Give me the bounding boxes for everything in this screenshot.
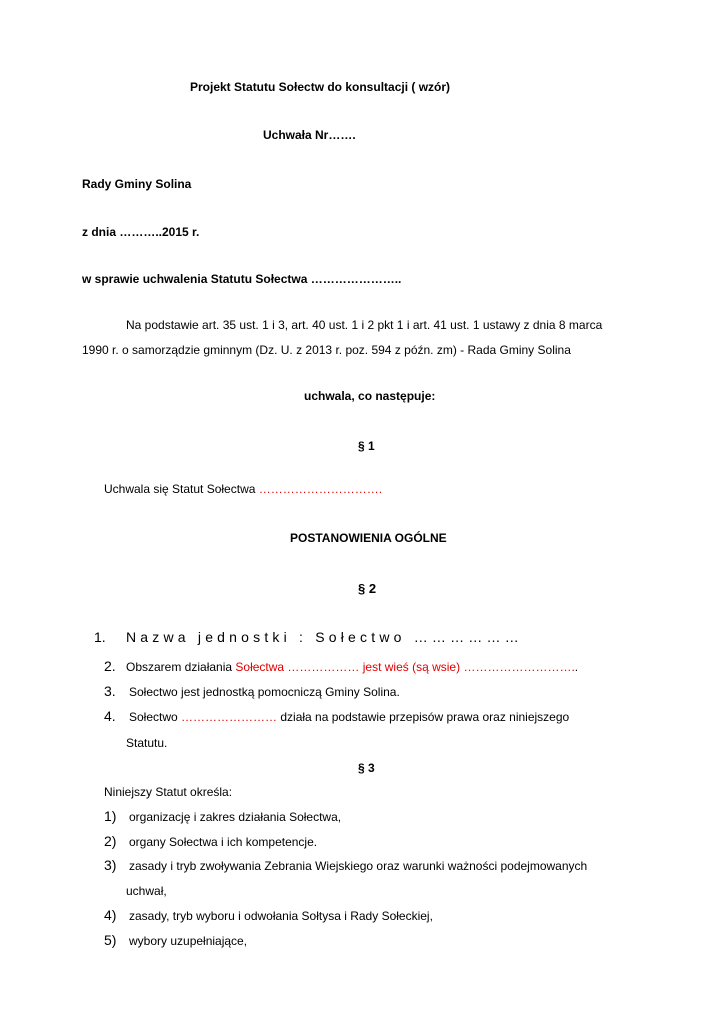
date-line: z dnia ………..2015 r. xyxy=(82,225,200,239)
list-item-number: 4. xyxy=(104,708,116,724)
list-item-number: 3) xyxy=(104,857,117,873)
list-item-number: 2) xyxy=(104,833,117,849)
list-item-text: Sołectwo xyxy=(129,710,182,724)
section-3-intro: Niniejszy Statut określa: xyxy=(104,785,233,799)
preamble-line-2: 1990 r. o samorządzie gminnym (Dz. U. z 2013 r. poz. 594 z późn. zm) - Rada Gminy Solina xyxy=(82,343,571,357)
list-item-number: 4) xyxy=(104,907,117,923)
list-item: zasady i tryb zwoływania Zebrania Wiejskiego oraz warunki ważności podejmowanych xyxy=(129,859,588,873)
council-name: Rady Gminy Solina xyxy=(82,177,192,191)
list-item-continuation: Statutu. xyxy=(126,736,168,750)
section-1-heading: § 1 xyxy=(358,439,375,453)
section-1-text xyxy=(104,482,382,496)
list-item-number: 1. xyxy=(94,629,106,645)
list-item: zasady, tryb wyboru i odwołania Sołtysa i Rady Sołeckiej, xyxy=(129,909,433,923)
list-item: Obszarem działania Sołectwa ……………… jest wieś (są wsie) ……………………….. xyxy=(126,660,579,674)
section-1-sentence: Uchwala się Statut Sołectwa xyxy=(104,482,259,496)
list-item-highlight: …………………… xyxy=(181,710,278,724)
list-item: Sołectwo jest jednostką pomocniczą Gminy Solina. xyxy=(129,685,400,699)
general-provisions-heading: POSTANOWIENIA OGÓLNE xyxy=(290,531,447,545)
preamble-line-1: Na podstawie art. 35 ust. 1 i 3, art. 40 ust. 1 i 2 pkt 1 i art. 41 ust. 1 ustawy z dnia 8 marca xyxy=(126,318,603,332)
list-item-continuation: uchwał, xyxy=(126,884,167,898)
section-2-heading: § 2 xyxy=(358,581,377,596)
list-item-highlight: Sołectwa ……………… jest wieś (są wsie) ………………………. xyxy=(235,660,575,674)
list-item-text: Obszarem działania xyxy=(126,660,236,674)
list-item-number: 2. xyxy=(104,658,116,674)
list-item-number: 1) xyxy=(104,808,117,824)
resolution-number: Uchwała Nr……. xyxy=(263,128,356,142)
list-item: organy Sołectwa i ich kompetencje. xyxy=(129,835,318,849)
subject-line: w sprawie uchwalenia Statutu Sołectwa ………………….. xyxy=(82,272,402,286)
list-item: Nazwa jednostki : Sołectwo ……………… xyxy=(126,629,523,645)
list-item: organizację i zakres działania Sołectwa, xyxy=(129,810,342,824)
resolves-line: uchwala, co następuje: xyxy=(304,389,436,403)
section-3-heading: § 3 xyxy=(358,761,375,775)
section-1-dots: …………………………. xyxy=(258,482,383,496)
list-item-text-cont: działa na podstawie przepisów prawa oraz niniejszego xyxy=(277,710,570,724)
list-item xyxy=(129,710,569,724)
project-title: Projekt Statutu Sołectw do konsultacji ( wzór) xyxy=(190,80,451,94)
list-item-number: 3. xyxy=(104,683,116,699)
list-item: wybory uzupełniające, xyxy=(129,934,248,948)
list-item-number: 5) xyxy=(104,932,117,948)
